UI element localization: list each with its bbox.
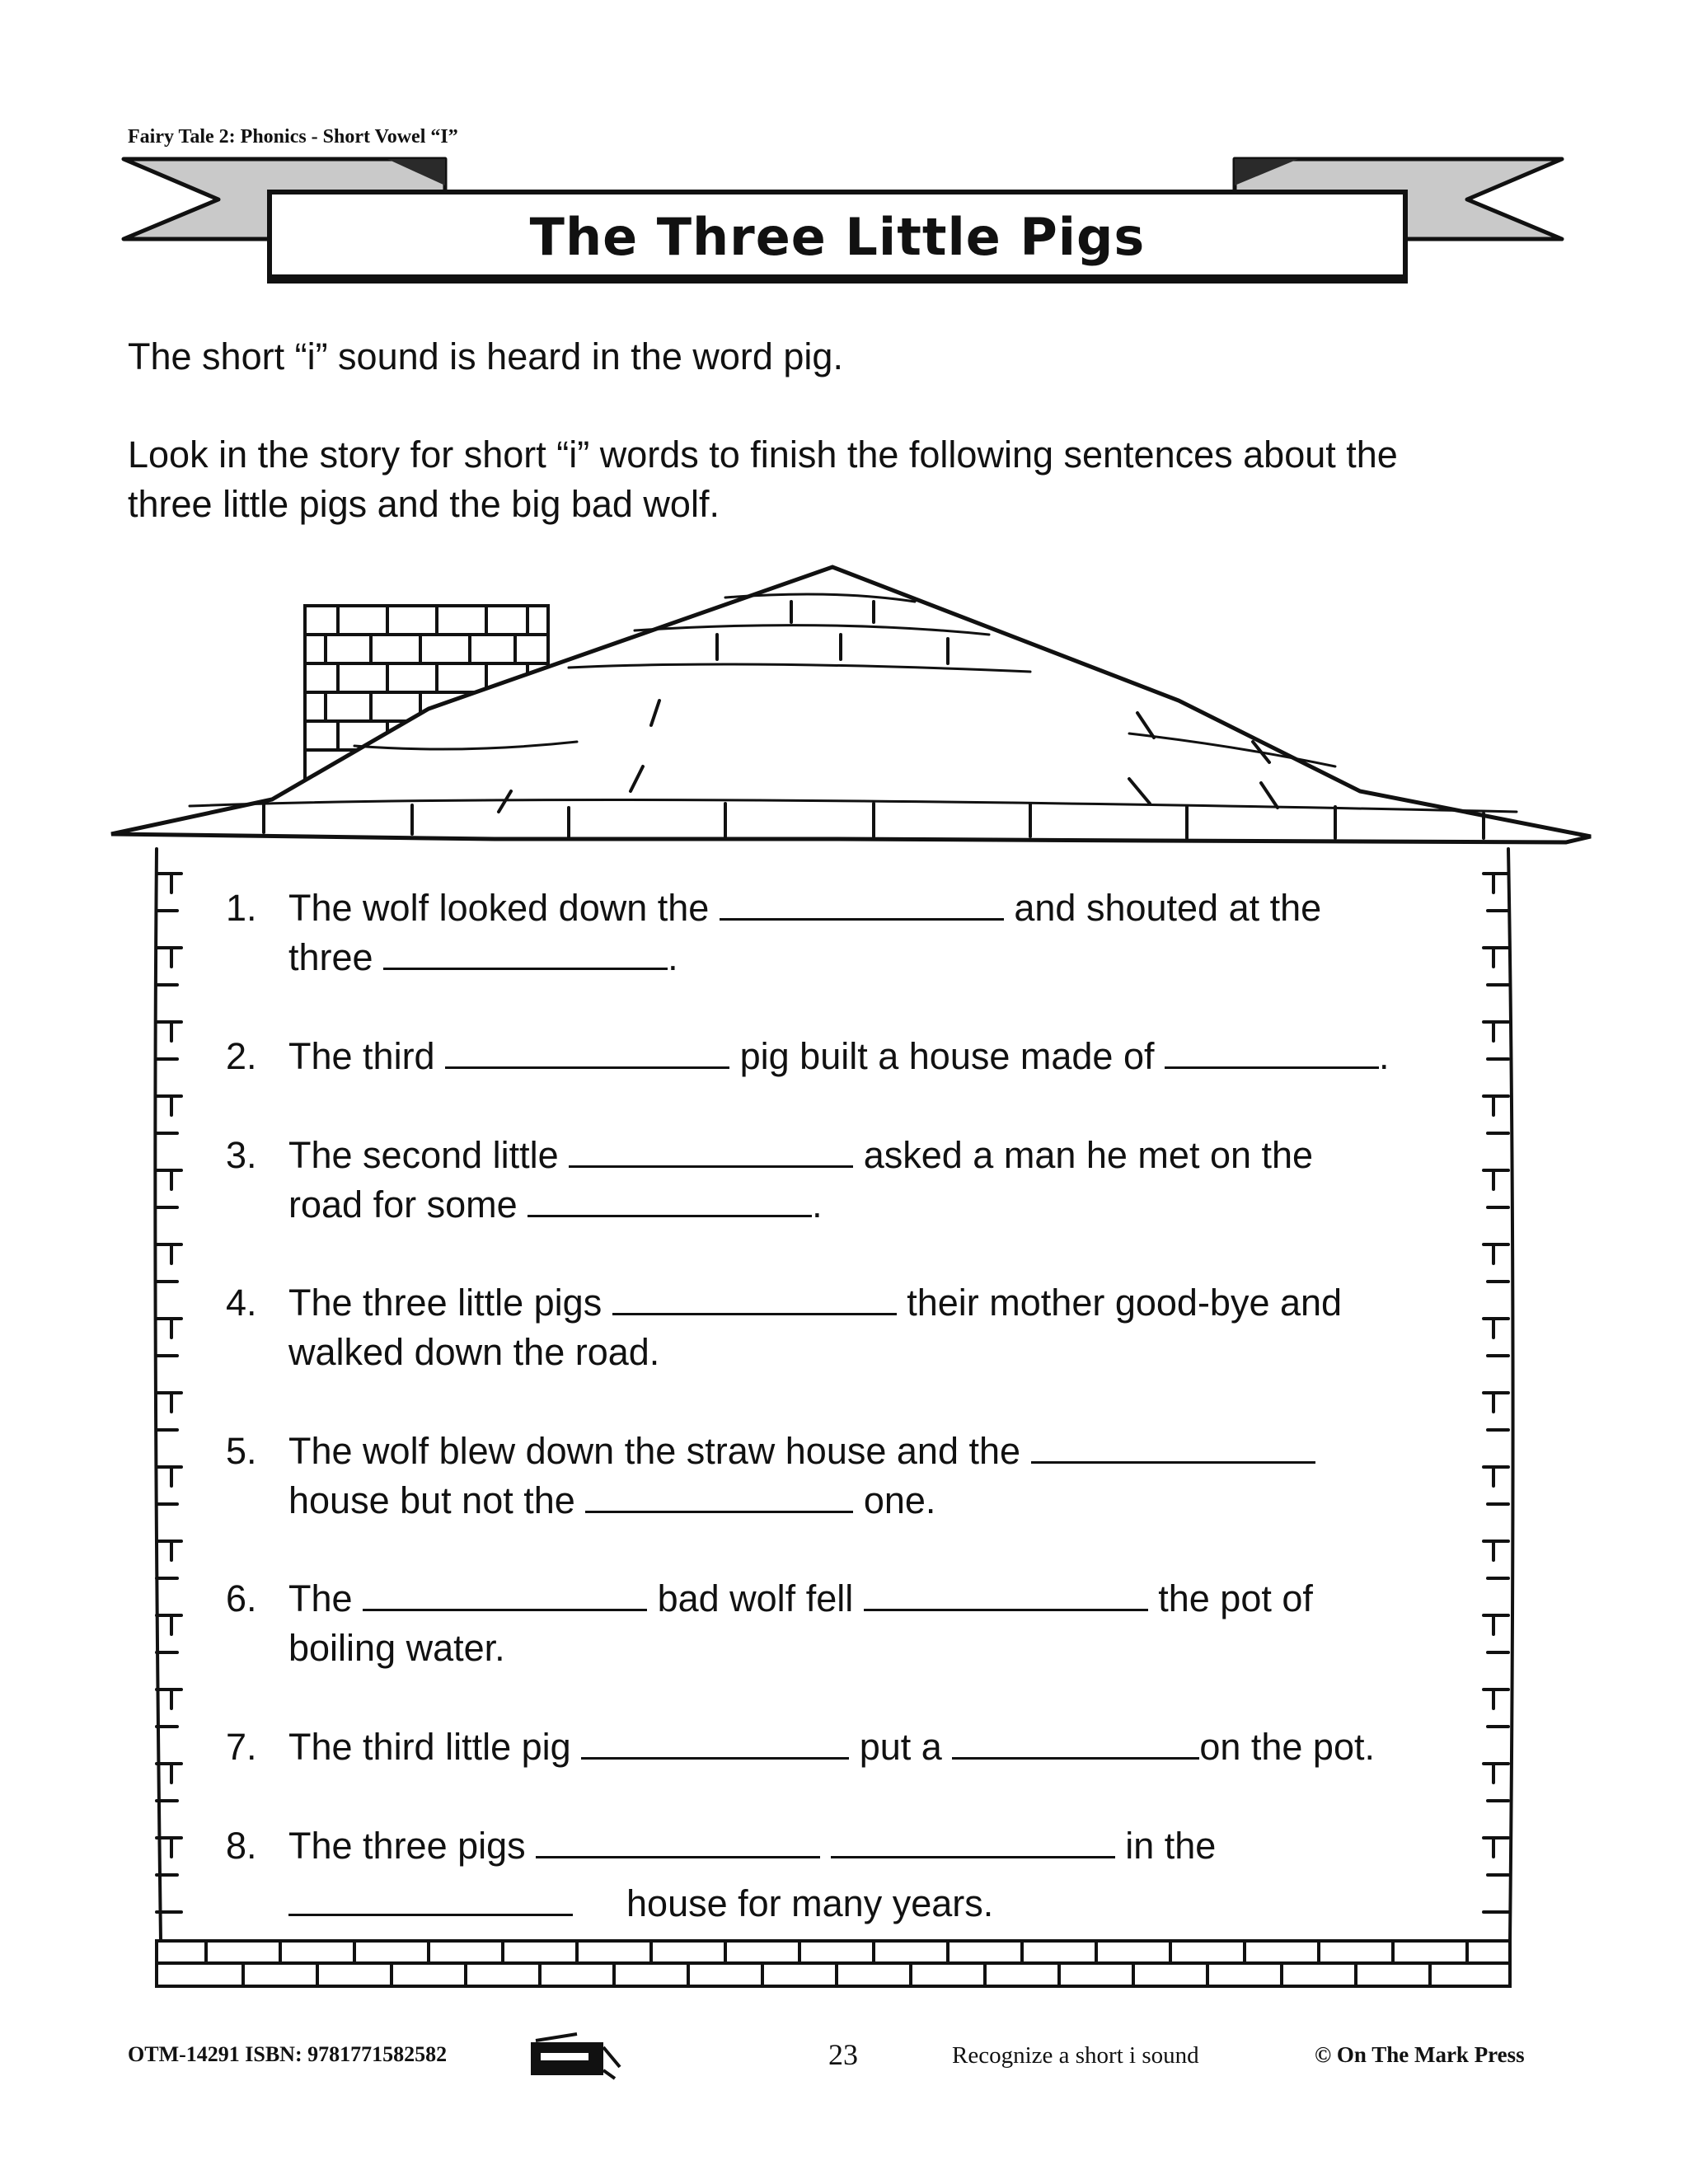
question-text: road for some (288, 1183, 518, 1226)
walls (155, 849, 1512, 1941)
question-text: pig built a house made of (739, 1035, 1155, 1077)
cut-paste-icon (528, 2031, 622, 2082)
question-text: on the pot. (1199, 1726, 1375, 1768)
product-code: OTM-14291 ISBN: 9781771582582 (128, 2042, 448, 2066)
question-text: their mother good-bye and (907, 1282, 1343, 1324)
question-text: three (288, 936, 373, 978)
answer-blank[interactable] (831, 1823, 1115, 1858)
question-number: 7. (226, 1726, 257, 1768)
question-text: . (812, 1183, 823, 1226)
question-number: 6. (226, 1577, 257, 1619)
copyright: © On The Mark Press (1315, 2042, 1525, 2067)
question-text: The wolf blew down the straw house and the (288, 1430, 1021, 1472)
question-text: and shouted at the (1014, 887, 1322, 929)
question-text: asked a man he met on the (863, 1134, 1314, 1176)
answer-blank[interactable] (864, 1576, 1148, 1611)
answer-blank[interactable] (581, 1724, 849, 1760)
question-text: The second little (288, 1134, 559, 1176)
footer (0, 2038, 1688, 2083)
answer-blank[interactable] (585, 1478, 853, 1513)
question-text: The third (288, 1035, 435, 1077)
question-number: 1. (226, 887, 257, 929)
question-text: The three pigs (288, 1825, 526, 1867)
instructions-line-2: three little pigs and the big bad wolf. (128, 483, 720, 525)
instructions-line-1: Look in the story for short “i” words to finish the following sentences about the (128, 434, 1398, 476)
question-text: . (1379, 1035, 1390, 1077)
answer-blank[interactable] (383, 935, 668, 970)
answer-blank[interactable] (445, 1033, 729, 1069)
question-text: the pot of (1158, 1577, 1313, 1619)
question-text: put a (859, 1726, 942, 1768)
question-text: boiling water. (288, 1627, 505, 1669)
answer-blank[interactable] (612, 1280, 897, 1315)
question-text: The third little pig (288, 1726, 571, 1768)
question-text: house but not the (288, 1479, 575, 1521)
question-number: 5. (226, 1430, 257, 1472)
answer-blank[interactable] (569, 1132, 853, 1168)
intro-sentence: The short “i” sound is heard in the word pig. (128, 335, 843, 377)
page-title: The Three Little Pigs (529, 206, 1146, 267)
answer-blank[interactable] (536, 1823, 820, 1858)
series-label: Fairy Tale 2: Phonics - Short Vowel “I” (128, 126, 458, 148)
answer-blank[interactable] (1165, 1033, 1379, 1069)
answer-blank[interactable] (288, 1881, 573, 1916)
question-text: . (668, 936, 678, 978)
question-text: house for many years. (626, 1882, 994, 1924)
answer-blank[interactable] (952, 1724, 1199, 1760)
question-text: The three little pigs (288, 1282, 603, 1324)
answer-blank[interactable] (363, 1576, 647, 1611)
question-number: 2. (226, 1035, 257, 1077)
question-number: 3. (226, 1134, 257, 1176)
question-text: walked down the road. (288, 1331, 660, 1373)
answer-blank[interactable] (1031, 1428, 1315, 1464)
answer-blank[interactable] (528, 1182, 812, 1217)
skill-label: Recognize a short i sound (952, 2042, 1199, 2069)
question-text: in the (1125, 1825, 1217, 1867)
foundation (157, 1941, 1510, 1986)
question-text: bad wolf fell (657, 1577, 854, 1619)
page-number: 23 (828, 2038, 858, 2071)
answer-blank[interactable] (720, 885, 1004, 921)
question-text: The (288, 1577, 353, 1619)
question-number: 8. (226, 1825, 257, 1867)
question-text: The wolf looked down the (288, 887, 710, 929)
question-number: 4. (226, 1282, 257, 1324)
question-text: one. (863, 1479, 936, 1521)
